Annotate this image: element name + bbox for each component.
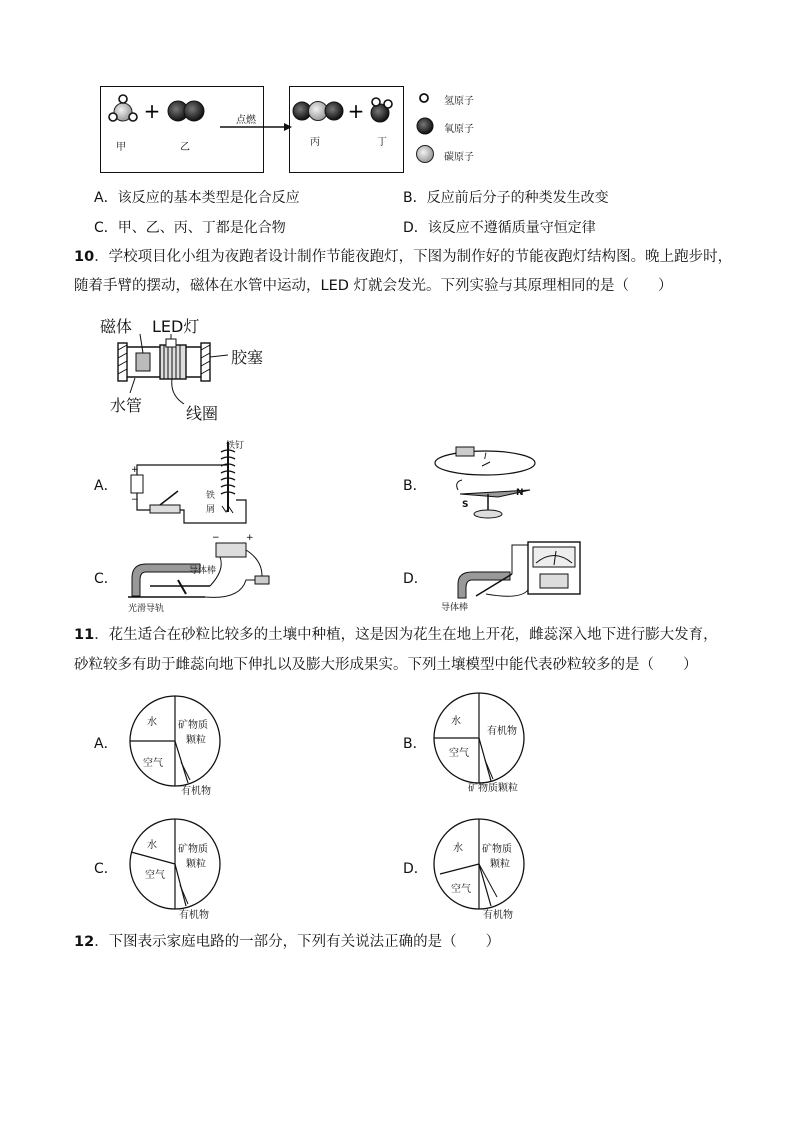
label-magnet: 磁体 bbox=[100, 317, 133, 336]
fig-b-current-label: I bbox=[484, 452, 487, 462]
svg-text:+: + bbox=[347, 99, 365, 123]
plus-sign: + bbox=[143, 99, 161, 123]
label-ding: 丁 bbox=[377, 137, 387, 148]
pie-b-water: 水 bbox=[451, 716, 461, 727]
fig-b-south-label: S bbox=[462, 500, 469, 510]
q11-option-a[interactable]: A． bbox=[94, 736, 118, 752]
pie-d-organic: 有机物 bbox=[483, 910, 513, 921]
pie-c-water: 水 bbox=[147, 840, 157, 851]
q9-option-c[interactable]: C．甲、乙、丙、丁都是化合物 bbox=[94, 220, 286, 236]
fig-a-filings-label-2: 屑 bbox=[206, 505, 216, 515]
svg-text:+: + bbox=[131, 465, 139, 475]
q9-option-a[interactable]: A．该反应的基本类型是化合反应 bbox=[94, 190, 300, 206]
q11-option-b[interactable]: B． bbox=[403, 736, 427, 752]
fig-d-rod-label: 导体棒 bbox=[441, 603, 469, 613]
q11-option-c[interactable]: C． bbox=[94, 861, 118, 877]
arrow-label: 点燃 bbox=[236, 115, 256, 126]
q10-stem-line2: 随着手臂的摆动，磁体在水管中运动，LED 灯就会发光。下列实验与其原理相同的是（ ） bbox=[74, 278, 673, 294]
q10-option-b[interactable]: B． bbox=[403, 478, 427, 494]
pie-d-mineral: 矿物质 bbox=[482, 844, 512, 855]
pie-d-air: 空气 bbox=[451, 884, 471, 895]
q10-option-d[interactable]: D． bbox=[403, 571, 428, 587]
legend-oxygen: 氧原子 bbox=[444, 124, 474, 135]
q10-option-a[interactable]: A． bbox=[94, 478, 118, 494]
pie-d-water: 水 bbox=[453, 843, 463, 854]
pie-b-organic: 有机物 bbox=[487, 726, 517, 737]
fig-c-rail-label: 光滑导轨 bbox=[128, 604, 165, 614]
legend-hydrogen: 氢原子 bbox=[444, 96, 474, 107]
q10-option-c[interactable]: C． bbox=[94, 571, 118, 587]
pie-c-organic: 有机物 bbox=[179, 910, 209, 921]
pie-b-air: 空气 bbox=[449, 748, 469, 759]
pie-a-mineral: 矿物质 bbox=[178, 720, 208, 731]
pie-a-water: 水 bbox=[147, 717, 157, 728]
q9-option-b[interactable]: B．反应前后分子的种类发生改变 bbox=[403, 190, 609, 206]
pie-a-organic: 有机物 bbox=[181, 786, 211, 797]
fig-a-nail-label: 铁钉 bbox=[226, 441, 245, 451]
q11-stem-line1: 11．花生适合在砂粒比较多的土壤中种植，这是因为花生在地上开花，雌蕊深入地下进行膨大发育， bbox=[74, 627, 718, 643]
label-yi: 乙 bbox=[180, 142, 190, 153]
label-pipe: 水管 bbox=[110, 396, 143, 415]
fig-b-north-label: N bbox=[516, 488, 524, 498]
pie-c-particle: 颗粒 bbox=[186, 859, 206, 870]
fig-a-filings-label-1: 铁 bbox=[206, 491, 216, 501]
svg-text:−: − bbox=[212, 533, 220, 543]
pie-d-particle: 颗粒 bbox=[490, 859, 510, 870]
pie-b-mineral-particle: 矿物质颗粒 bbox=[468, 783, 518, 794]
svg-text:−: − bbox=[131, 495, 139, 505]
label-jia: 甲 bbox=[116, 142, 126, 153]
pie-c-air: 空气 bbox=[145, 870, 165, 881]
q9-option-d[interactable]: D．该反应不遵循质量守恒定律 bbox=[403, 220, 596, 236]
pie-a-air: 空气 bbox=[143, 758, 163, 769]
pie-a-particle: 颗粒 bbox=[186, 735, 206, 746]
q11-option-d[interactable]: D． bbox=[403, 861, 428, 877]
pie-c-mineral: 矿物质 bbox=[178, 844, 208, 855]
label-plug: 胶塞 bbox=[231, 348, 264, 367]
legend-carbon: 碳原子 bbox=[444, 152, 474, 163]
label-led: LED灯 bbox=[152, 317, 200, 336]
fig-c-rod-label: 导体棒 bbox=[189, 566, 217, 576]
label-bing: 丙 bbox=[310, 137, 320, 148]
q11-stem-line2: 砂粒较多有助于雌蕊向地下伸扎以及膨大形成果实。下列土壤模型中能代表砂粒较多的是（ ） bbox=[74, 657, 698, 673]
q10-stem-line1: 10．学校项目化小组为夜跑者设计制作节能夜跑灯，下图为制作好的节能夜跑灯结构图。晚上跑步时， bbox=[74, 249, 733, 265]
label-coil: 线圈 bbox=[186, 404, 219, 423]
svg-text:+: + bbox=[246, 533, 254, 543]
q12-stem: 12．下图表示家庭电路的一部分，下列有关说法正确的是（ ） bbox=[74, 934, 501, 950]
